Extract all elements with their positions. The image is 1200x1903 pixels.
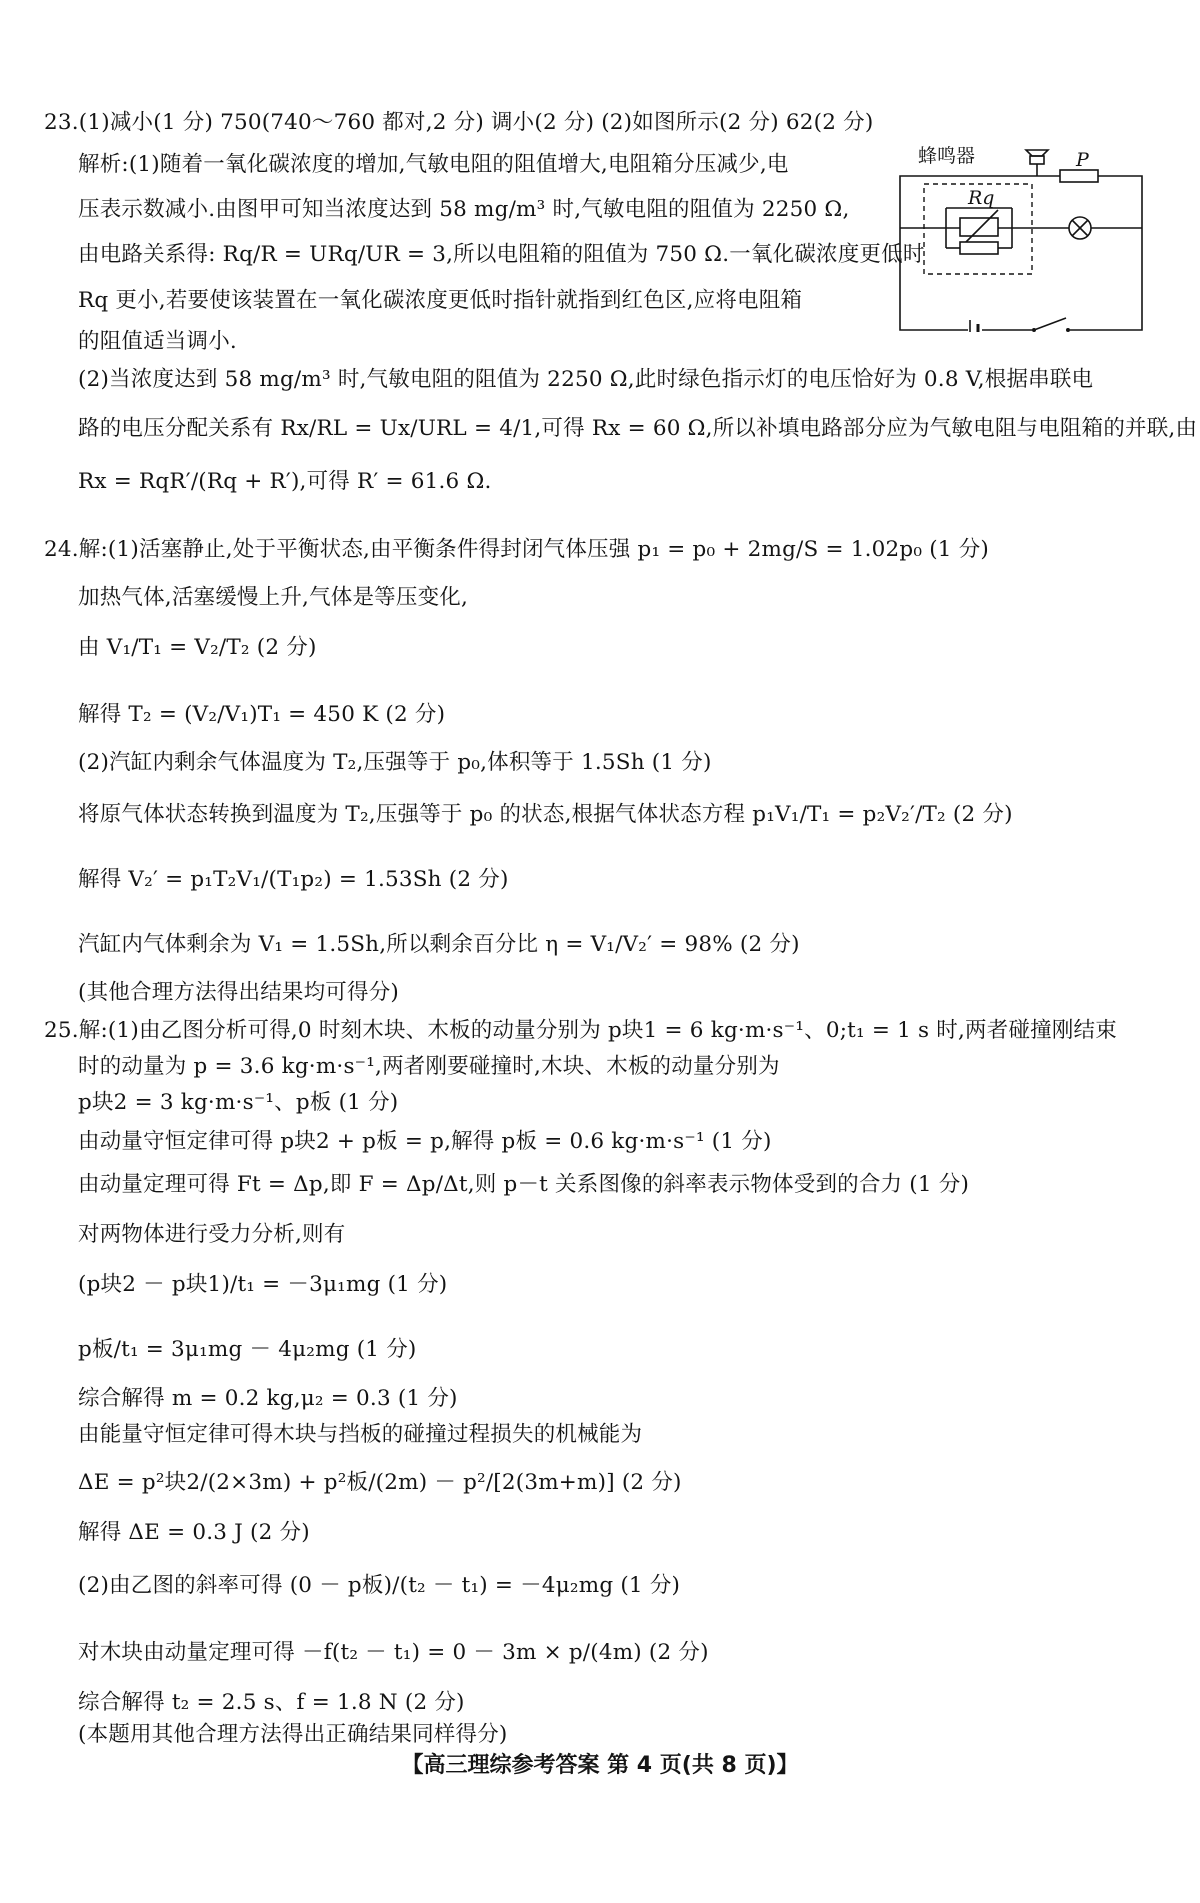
q25-line: 时的动量为 p = 3.6 kg·m·s⁻¹,两者刚要碰撞时,木块、木板的动量分别为 <box>78 1054 780 1079</box>
q25-line: (2)由乙图的斜率可得 (0 － p板)/(t₂ － t₁) = －4μ₂mg (1 分) <box>78 1573 681 1598</box>
lamp-p-resistor <box>1060 170 1098 182</box>
q25-line: 对木块由动量定理可得 －f(t₂ － t₁) = 0 － 3m × p/(4m) (2 分) <box>78 1640 709 1665</box>
q23-analysis-line: 路的电压分配关系有 Rx/RL = Ux/URL = 4/1,可得 Rx = 60 Ω,所以补填电路部分应为气敏电阻与电阻箱的并联,由 <box>78 416 1198 441</box>
q25-line: 对两物体进行受力分析,则有 <box>78 1222 346 1247</box>
q25-line: 由动量守恒定律可得 p块2 + p板 = p,解得 p板 = 0.6 kg·m·s⁻¹ (1 分) <box>78 1129 772 1154</box>
q25-line: p板/t₁ = 3μ₁mg － 4μ₂mg (1 分) <box>78 1337 417 1362</box>
q23-analysis-line: (2)当浓度达到 58 mg/m³ 时,气敏电阻的阻值为 2250 Ω,此时绿色指示灯的电压恰好为 0.8 V,根据串联电 <box>78 367 1094 392</box>
q23-analysis-line: 压表示数减小.由图甲可知当浓度达到 58 mg/m³ 时,气敏电阻的阻值为 2250 Ω, <box>78 197 850 222</box>
q23-analysis-line: Rx = RqR′/(Rq + R′),可得 R′ = 61.6 Ω. <box>78 469 492 494</box>
page-footer: 【高三理综参考答案 第 4 页(共 8 页)】 <box>401 1753 799 1778</box>
circuit-diagram <box>880 142 1170 332</box>
switch-icon <box>1032 318 1070 332</box>
q25-line: 解得 ΔE = 0.3 J (2 分) <box>78 1520 310 1545</box>
lamp-icon <box>1069 217 1091 239</box>
q25-line: 由能量守恒定律可得木块与挡板的碰撞过程损失的机械能为 <box>78 1422 643 1447</box>
circuit-wire <box>900 176 1142 330</box>
q24-line: 由 V₁/T₁ = V₂/T₂ (2 分) <box>78 635 317 660</box>
q24-line: 汽缸内气体剩余为 V₁ = 1.5Sh,所以剩余百分比 η = V₁/V₂′ = 98% (2 分) <box>78 932 800 957</box>
q23-analysis-line: Rq 更小,若要使该装置在一氧化碳浓度更低时指针就指到红色区,应将电阻箱 <box>78 288 803 313</box>
p-label: P <box>1076 149 1089 171</box>
q24-note: (其他合理方法得出结果均可得分) <box>78 980 399 1005</box>
q25-line: 25.解:(1)由乙图分析可得,0 时刻木块、木板的动量分别为 p块1 = 6 kg·m·s⁻¹、0;t₁ = 1 s 时,两者碰撞刚结束 <box>44 1018 1117 1043</box>
q24-line: 将原气体状态转换到温度为 T₂,压强等于 p₀ 的状态,根据气体状态方程 p₁V₁/T₁ = p₂V₂′/T₂ (2 分) <box>78 802 1013 827</box>
q24-line: 加热气体,活塞缓慢上升,气体是等压变化, <box>78 585 469 610</box>
buzzer-label: 蜂鸣器 <box>918 145 976 167</box>
q25-line: 综合解得 m = 0.2 kg,μ₂ = 0.3 (1 分) <box>78 1386 458 1411</box>
q25-line: 由动量定理可得 Ft = Δp,即 F = Δp/Δt,则 p－t 关系图像的斜率表示物体受到的合力 (1 分) <box>78 1172 970 1197</box>
q23-analysis-line: 解析:(1)随着一氧化碳浓度的增加,气敏电阻的阻值增大,电阻箱分压减少,电 <box>78 152 789 177</box>
rq-label: Rq <box>968 187 995 209</box>
q23-analysis-line: 的阻值适当调小. <box>78 329 237 354</box>
q25-line: (p块2 － p块1)/t₁ = －3μ₁mg (1 分) <box>78 1272 448 1297</box>
q25-line: 综合解得 t₂ = 2.5 s、f = 1.8 N (2 分) <box>78 1690 465 1715</box>
gas-sensor-resistor <box>960 218 998 236</box>
q25-line: p块2 = 3 kg·m·s⁻¹、p板 (1 分) <box>78 1090 399 1115</box>
q25-note: (本题用其他合理方法得出正确结果同样得分) <box>78 1722 508 1747</box>
q24-line: 24.解:(1)活塞静止,处于平衡状态,由平衡条件得封闭气体压强 p₁ = p₀ + 2mg/S = 1.02p₀ (1 分) <box>44 537 989 562</box>
q23-answer-line: 23.(1)减小(1 分) 750(740～760 都对,2 分) 调小(2 分) (2)如图所示(2 分) 62(2 分) <box>44 110 874 135</box>
q23-analysis-line: 由电路关系得: Rq/R = URq/UR = 3,所以电阻箱的阻值为 750 Ω.一氧化碳浓度更低时 <box>78 242 925 267</box>
q24-line: 解得 T₂ = (V₂/V₁)T₁ = 450 K (2 分) <box>78 702 446 727</box>
battery-icon <box>968 318 982 332</box>
buzzer-icon <box>1026 150 1048 176</box>
q24-line: 解得 V₂′ = p₁T₂V₁/(T₁p₂) = 1.53Sh (2 分) <box>78 867 509 892</box>
resistance-box <box>960 242 998 254</box>
q25-line: ΔE = p²块2/(2×3m) + p²板/(2m) － p²/[2(3m+m)] (2 分) <box>78 1470 682 1495</box>
q24-line: (2)汽缸内剩余气体温度为 T₂,压强等于 p₀,体积等于 1.5Sh (1 分) <box>78 750 712 775</box>
